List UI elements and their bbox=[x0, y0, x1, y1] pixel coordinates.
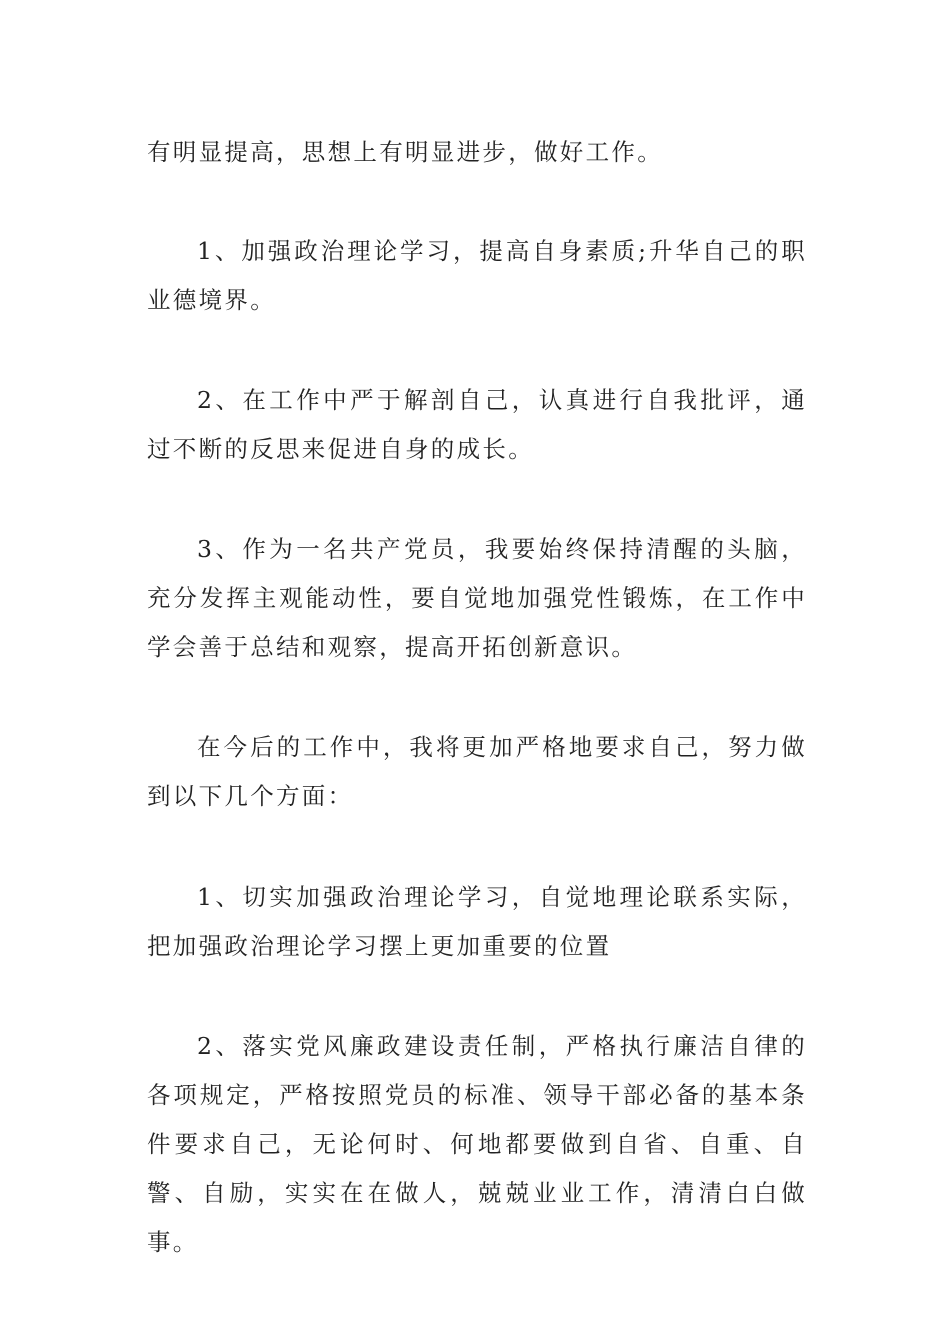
paragraph-item-2: 2、在工作中严于解剖自己，认真进行自我批评，通过不断的反思来促进自身的成长。 bbox=[147, 386, 807, 463]
paragraph-future-item-2: 2、落实党风廉政建设责任制，严格执行廉洁自律的各项规定，严格按照党员的标准、领导干部必备的基本条件要求自己，无论何时、何地都要做到自省、自重、自警、自励，实实在在做人，兢兢业业工作，清清白白做事。 bbox=[147, 1032, 807, 1256]
paragraph-continuation: 有明显提高，思想上有明显进步，做好工作。 bbox=[147, 138, 663, 166]
paragraph-item-3: 3、作为一名共产党员，我要始终保持清醒的头脑，充分发挥主观能动性，要自觉地加强党性锻炼，在工作中学会善于总结和观察，提高开拓创新意识。 bbox=[147, 535, 807, 661]
paragraph-future-item-1: 1、切实加强政治理论学习，自觉地理论联系实际，把加强政治理论学习摆上更加重要的位置 bbox=[147, 883, 807, 960]
paragraph-future-intro: 在今后的工作中，我将更加严格地要求自己，努力做到以下几个方面： bbox=[147, 733, 807, 810]
paragraph-item-1: 1、加强政治理论学习，提高自身素质;升华自己的职业德境界。 bbox=[147, 237, 807, 314]
